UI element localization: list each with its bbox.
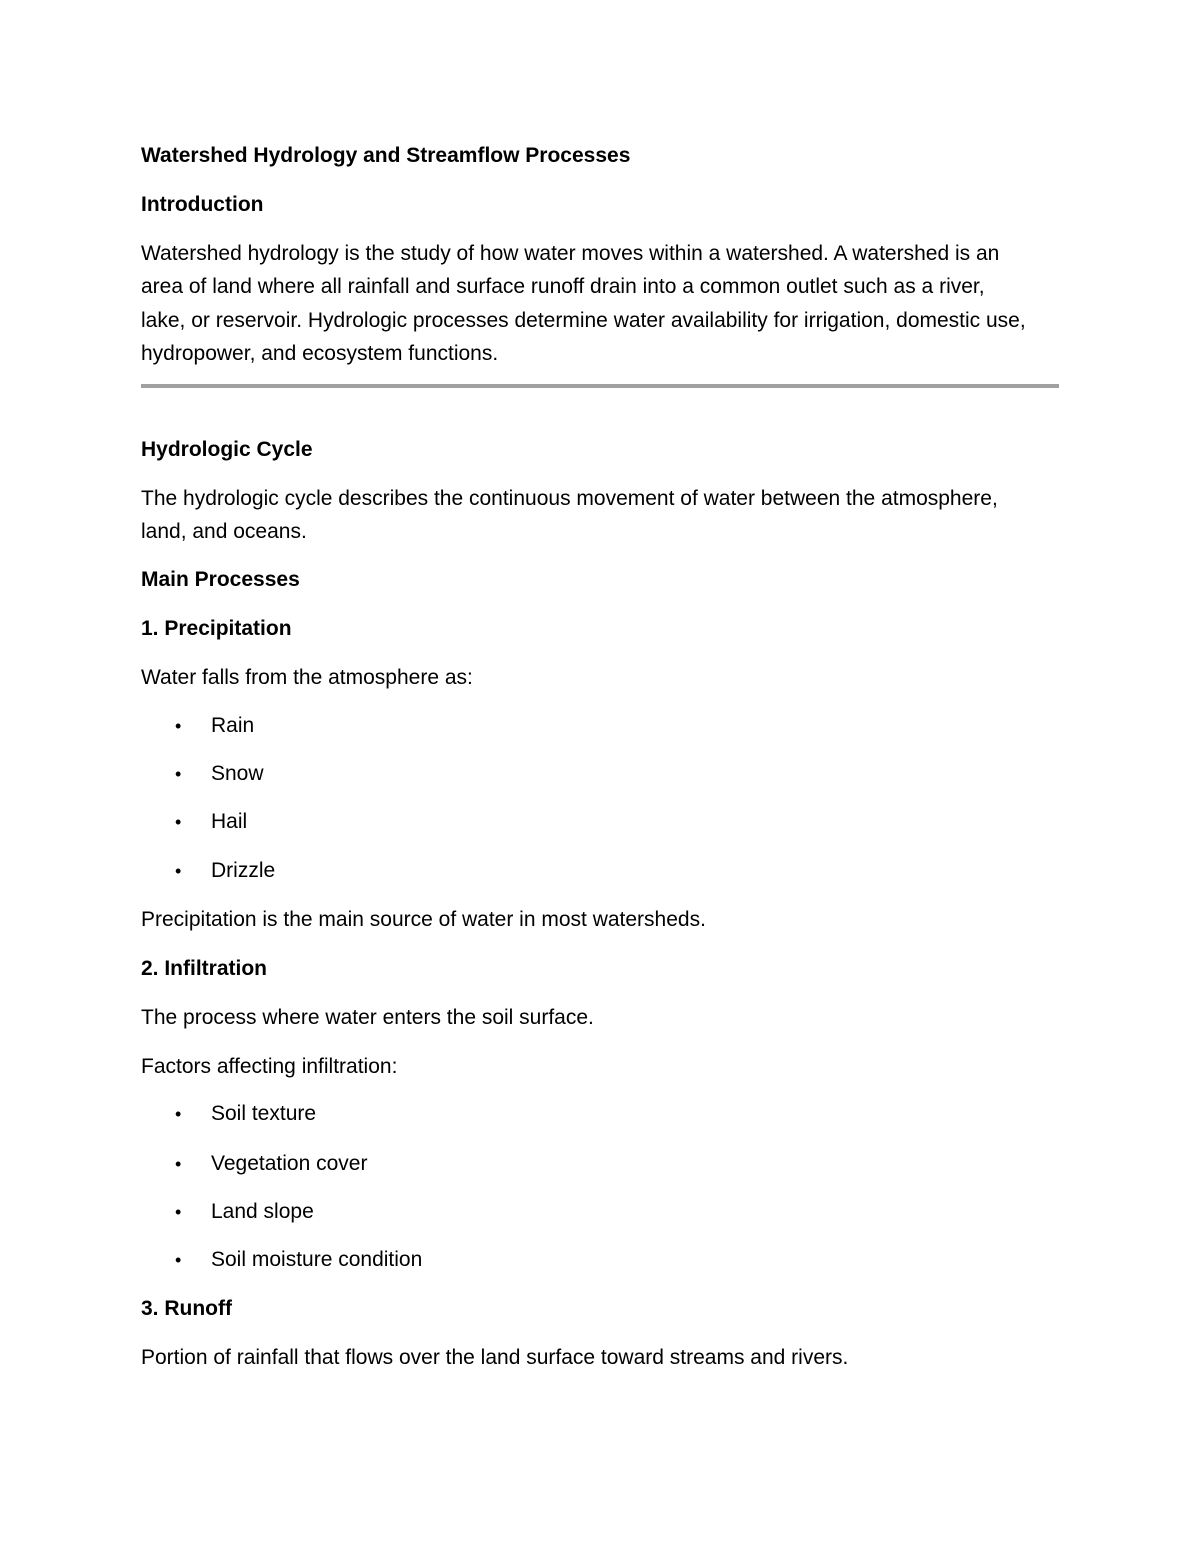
bullet-icon: • (175, 861, 182, 881)
bullet-icon: • (175, 1202, 182, 1222)
introduction-line: lake, or reservoir. Hydrologic processes determine water availability for irrigation, domestic use, (141, 308, 1026, 332)
precipitation-heading: 1. Precipitation (141, 617, 292, 640)
bullet-icon: • (175, 1104, 182, 1124)
infiltration-heading: 2. Infiltration (141, 957, 267, 980)
hydrologic-cycle-heading: Hydrologic Cycle (141, 438, 313, 461)
bullet-icon: • (175, 716, 182, 736)
list-item: Vegetation cover (211, 1152, 368, 1175)
bullet-icon: • (175, 1250, 182, 1270)
introduction-line: area of land where all rainfall and surface runoff drain into a common outlet such as a river, (141, 275, 985, 299)
introduction-paragraph (141, 237, 1059, 370)
main-processes-heading: Main Processes (141, 568, 300, 591)
bullet-icon: • (175, 1154, 182, 1174)
list-item: Rain (211, 714, 255, 737)
infiltration-factors-intro: Factors affecting infiltration: (141, 1055, 398, 1078)
bullet-icon: • (175, 764, 182, 784)
bullet-icon: • (175, 812, 182, 832)
hydrologic-cycle-line: land, and oceans. (141, 520, 307, 544)
list-item: Snow (211, 762, 264, 785)
hydrologic-cycle-line: The hydrologic cycle describes the continuous movement of water between the atmosphere, (141, 487, 998, 510)
introduction-heading: Introduction (141, 193, 264, 216)
runoff-definition: Portion of rainfall that flows over the land surface toward streams and rivers. (141, 1346, 849, 1369)
list-item: Drizzle (211, 859, 276, 882)
infiltration-definition: The process where water enters the soil surface. (141, 1006, 594, 1029)
hydrologic-cycle-paragraph (141, 482, 1059, 549)
introduction-line: hydropower, and ecosystem functions. (141, 341, 499, 365)
horizontal-rule (141, 384, 1059, 388)
introduction-line: Watershed hydrology is the study of how water moves within a watershed. A watershed is an (141, 242, 1000, 265)
list-item: Hail (211, 810, 248, 833)
precipitation-intro: Water falls from the atmosphere as: (141, 666, 473, 689)
list-item: Soil texture (211, 1102, 317, 1125)
runoff-heading: 3. Runoff (141, 1297, 232, 1320)
list-item: Soil moisture condition (211, 1248, 423, 1271)
document-title: Watershed Hydrology and Streamflow Processes (141, 144, 631, 167)
list-item: Land slope (211, 1200, 314, 1223)
precipitation-summary: Precipitation is the main source of water in most watersheds. (141, 908, 706, 931)
